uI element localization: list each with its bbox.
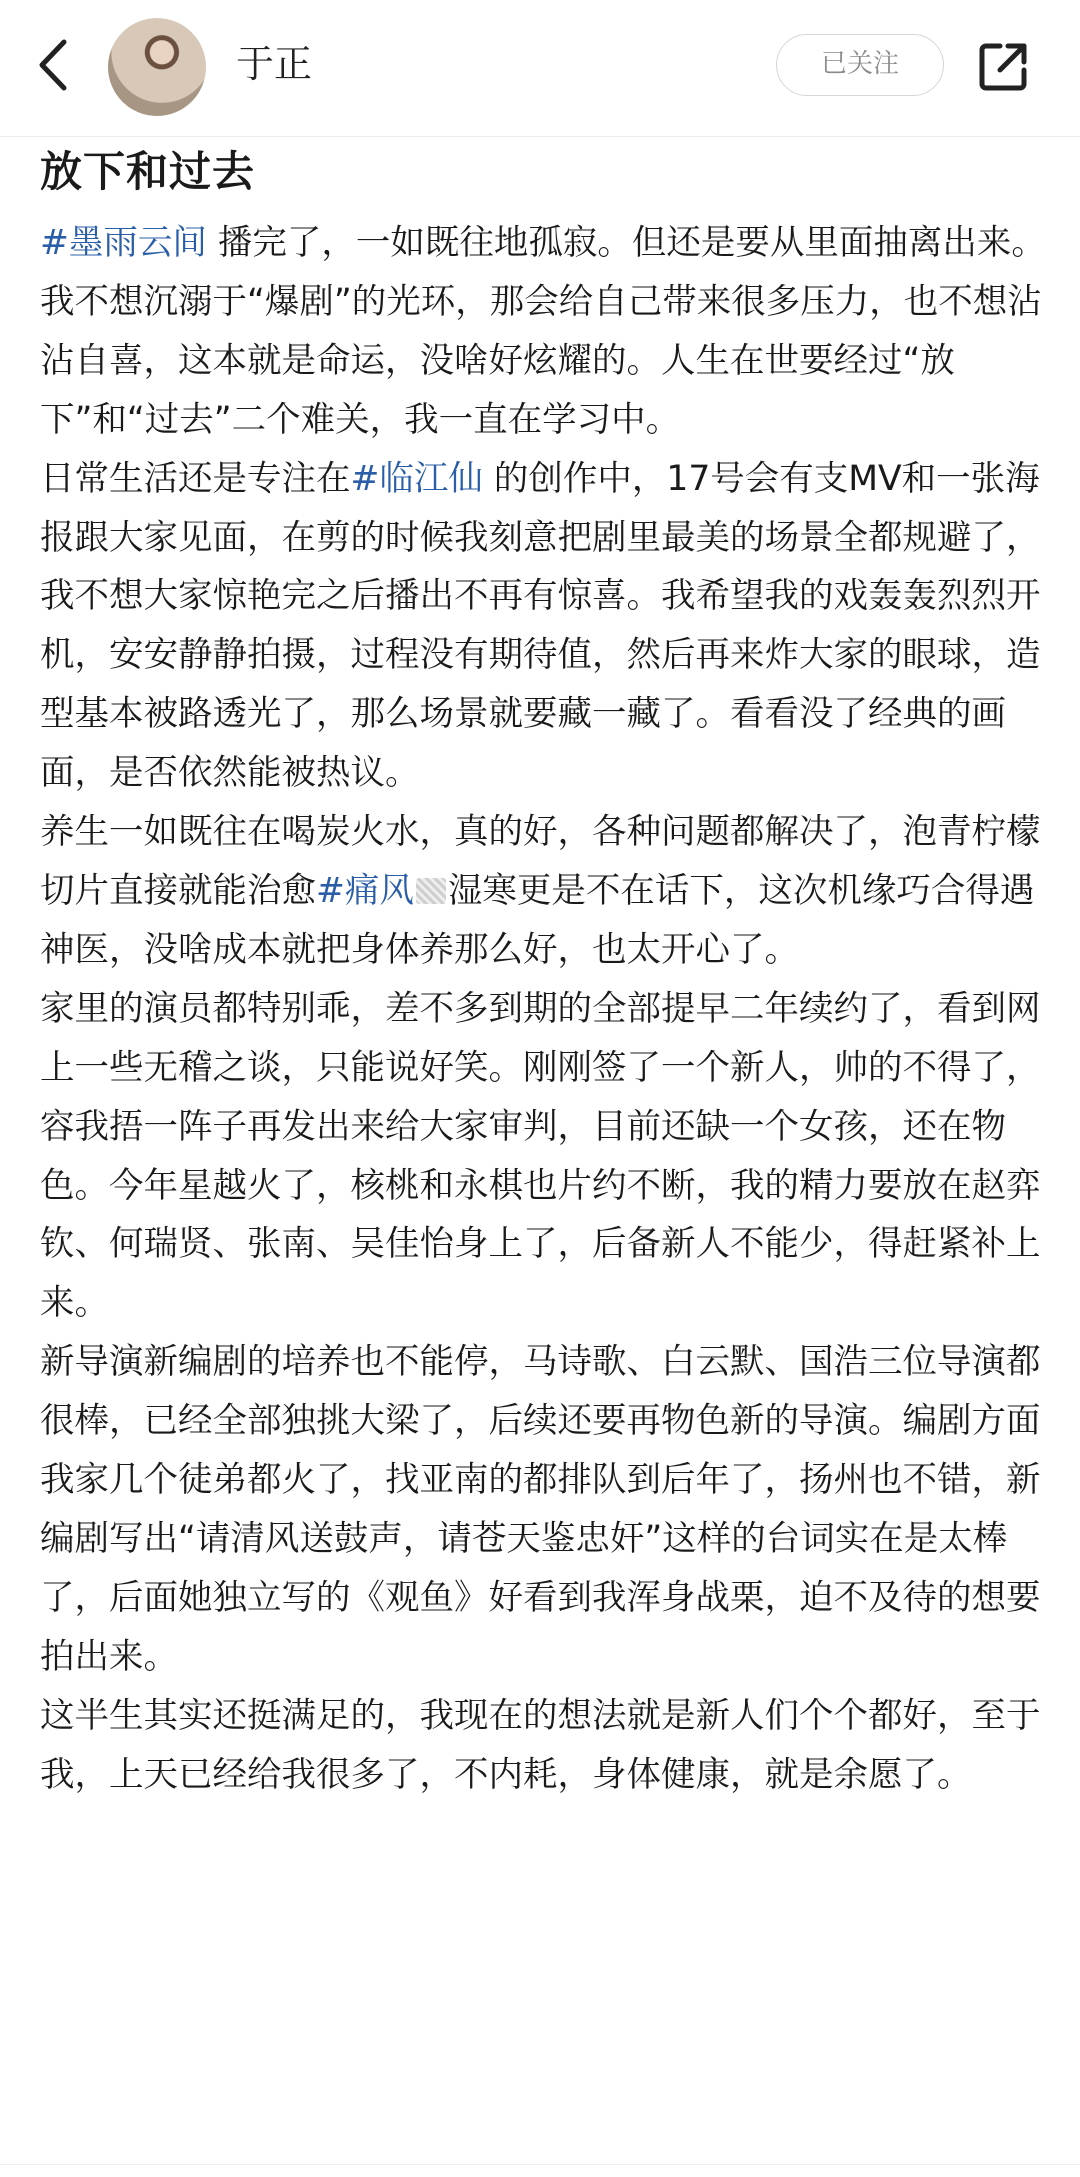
avatar[interactable] bbox=[108, 18, 206, 116]
paragraph-4: 家里的演员都特别乖，差不多到期的全部提早二年续约了，看到网上一些无稽之谈，只能说好笑。刚刚签了一个新人，帅的不得了，容我捂一阵子再发出来给大家审判，目前还缺一个女孩，还在物色。今年星越火了，核桃和永棋也片约不断，我的精力要放在赵弈钦、何瑞贤、张南、吴佳怡身上了，后备新人不能少，得赶紧补上来。 bbox=[40, 988, 1041, 1324]
divider bbox=[0, 2164, 1080, 2165]
emoji-icon bbox=[416, 878, 446, 904]
share-button[interactable] bbox=[976, 38, 1032, 94]
paragraph-2 bbox=[40, 450, 1050, 803]
top-bar bbox=[0, 0, 1080, 137]
post-body bbox=[40, 214, 1050, 1804]
hashtag-link[interactable]: #临江仙 bbox=[350, 458, 483, 499]
paragraph-text: 养生一如既往在喝炭火水，真的好，各种问题都解决了，泡青柠檬切片直接就能治愈 bbox=[40, 812, 1041, 911]
share-icon bbox=[976, 38, 1032, 94]
back-button[interactable] bbox=[30, 36, 76, 94]
paragraph-text: 的创作中，17号会有支MV和一张海报跟大家见面，在剪的时候我刻意把剧里最美的场景全都规避了，我不想大家惊艳完之后播出不再有惊喜。我希望我的戏轰轰烈烈开机，安安静静拍摄，过程没有期待值，然后再来炸大家的眼球，造型基本被路透光了，那么场景就要藏一藏了。看看没了经典的画面，是否依然能被热议。 bbox=[40, 458, 1041, 794]
hashtag-link[interactable]: #痛风 bbox=[316, 870, 414, 911]
paragraph-text: 湿寒更是不在话下，这次机缘巧合得遇神医，没啥成本就把身体养那么好，也太开心了。 bbox=[40, 870, 1035, 970]
chevron-left-icon bbox=[30, 36, 76, 94]
paragraph-text: 播完了，一如既往地孤寂。但还是要从里面抽离出来。我不想沉溺于“爆剧”的光环，那会给自己带来很多压力，也不想沾沾自喜，这本就是命运，没啥好炫耀的。人生在世要经过“放下”和“过去”二个难关，我一直在学习中。 bbox=[40, 223, 1046, 440]
hashtag-link[interactable]: #墨雨云间 bbox=[40, 223, 207, 263]
paragraph-5: 新导演新编剧的培养也不能停，马诗歌、白云默、国浩三位导演都很棒，已经全部独挑大梁了，后续还要再物色新的导演。编剧方面我家几个徒弟都火了，找亚南的都排队到后年了，扬州也不错，新编剧写出“请清风送鼓声，请苍天鉴忠奸”这样的台词实在是太棒了，后面她独立写的《观鱼》好看到我浑身战栗，迫不及待的想要拍出来。 bbox=[40, 1342, 1041, 1677]
username[interactable]: 于正 bbox=[236, 42, 313, 86]
paragraph-text: 日常生活还是专注在 bbox=[40, 458, 351, 499]
paragraph-1 bbox=[40, 214, 1050, 450]
follow-button[interactable]: 已关注 bbox=[776, 34, 944, 96]
paragraph-6: 这半生其实还挺满足的，我现在的想法就是新人们个个都好，至于我，上天已经给我很多了，不内耗，身体健康，就是余愿了。 bbox=[40, 1695, 1041, 1795]
post-title: 放下和过去 bbox=[40, 147, 256, 196]
paragraph-3 bbox=[40, 803, 1050, 980]
